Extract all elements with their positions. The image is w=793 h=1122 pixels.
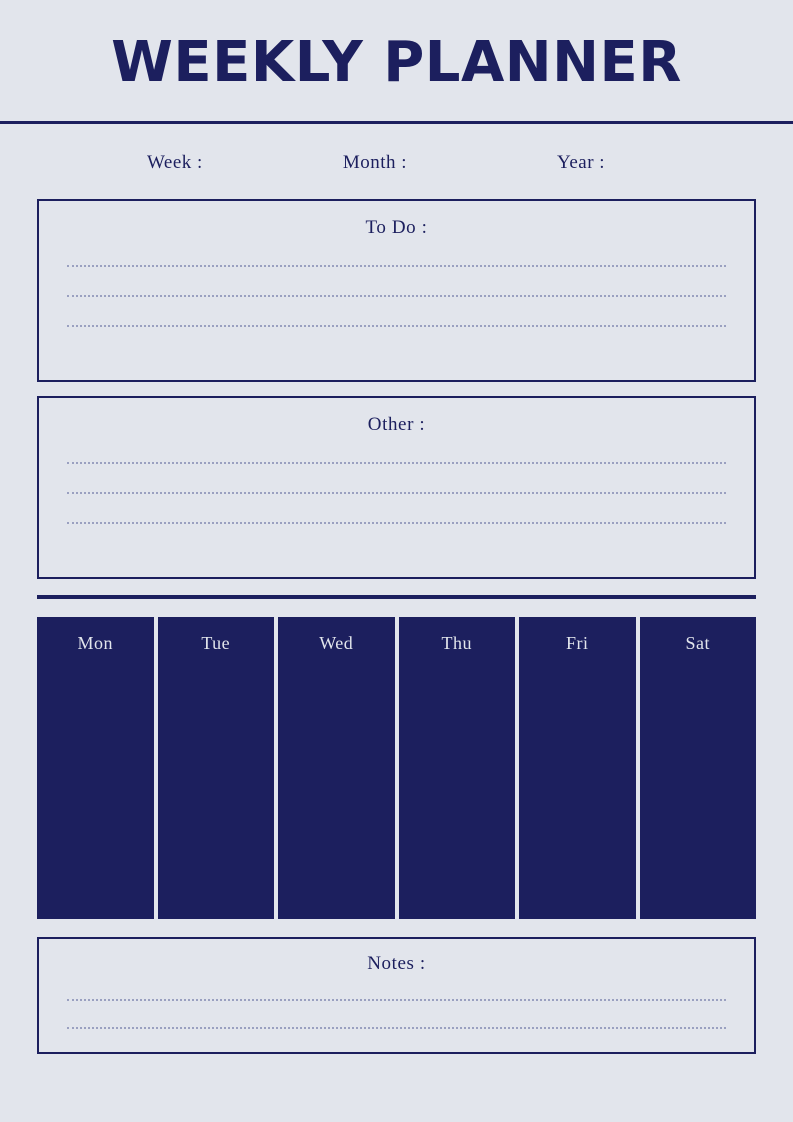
day-label: Mon: [77, 632, 113, 653]
month-label: Month :: [342, 151, 408, 173]
day-label: Thu: [441, 632, 472, 653]
section-divider: [37, 595, 756, 599]
other-write-line[interactable]: [67, 462, 726, 464]
title-block: [0, 0, 793, 124]
meta-row: [0, 152, 793, 174]
day-column-wed[interactable]: [278, 617, 395, 919]
day-label: Fri: [565, 632, 589, 653]
year-label: Year :: [557, 151, 606, 173]
other-write-line[interactable]: [67, 492, 726, 494]
title-divider: [0, 121, 793, 124]
notes-write-line[interactable]: [67, 999, 726, 1001]
day-label: Tue: [201, 632, 231, 653]
day-column-thu[interactable]: [399, 617, 516, 919]
days-grid: [37, 617, 756, 919]
todo-label: To Do :: [365, 216, 428, 238]
day-column-sat[interactable]: [640, 617, 757, 919]
other-label: Other :: [367, 413, 426, 435]
notes-write-line[interactable]: [67, 1027, 726, 1029]
day-column-mon[interactable]: [37, 617, 154, 919]
todo-write-line[interactable]: [67, 265, 726, 267]
day-label: Wed: [319, 632, 354, 653]
notes-label: Notes :: [367, 952, 426, 974]
todo-write-line[interactable]: [67, 295, 726, 297]
other-section: [37, 396, 756, 579]
todo-section: [37, 199, 756, 382]
page-title: WEEKLY PLANNER: [111, 30, 682, 95]
todo-write-line[interactable]: [67, 325, 726, 327]
notes-section: [37, 937, 756, 1054]
other-write-line[interactable]: [67, 522, 726, 524]
day-column-fri[interactable]: [519, 617, 636, 919]
day-label: Sat: [685, 632, 710, 653]
day-column-tue[interactable]: [158, 617, 275, 919]
week-label: Week :: [147, 151, 203, 173]
